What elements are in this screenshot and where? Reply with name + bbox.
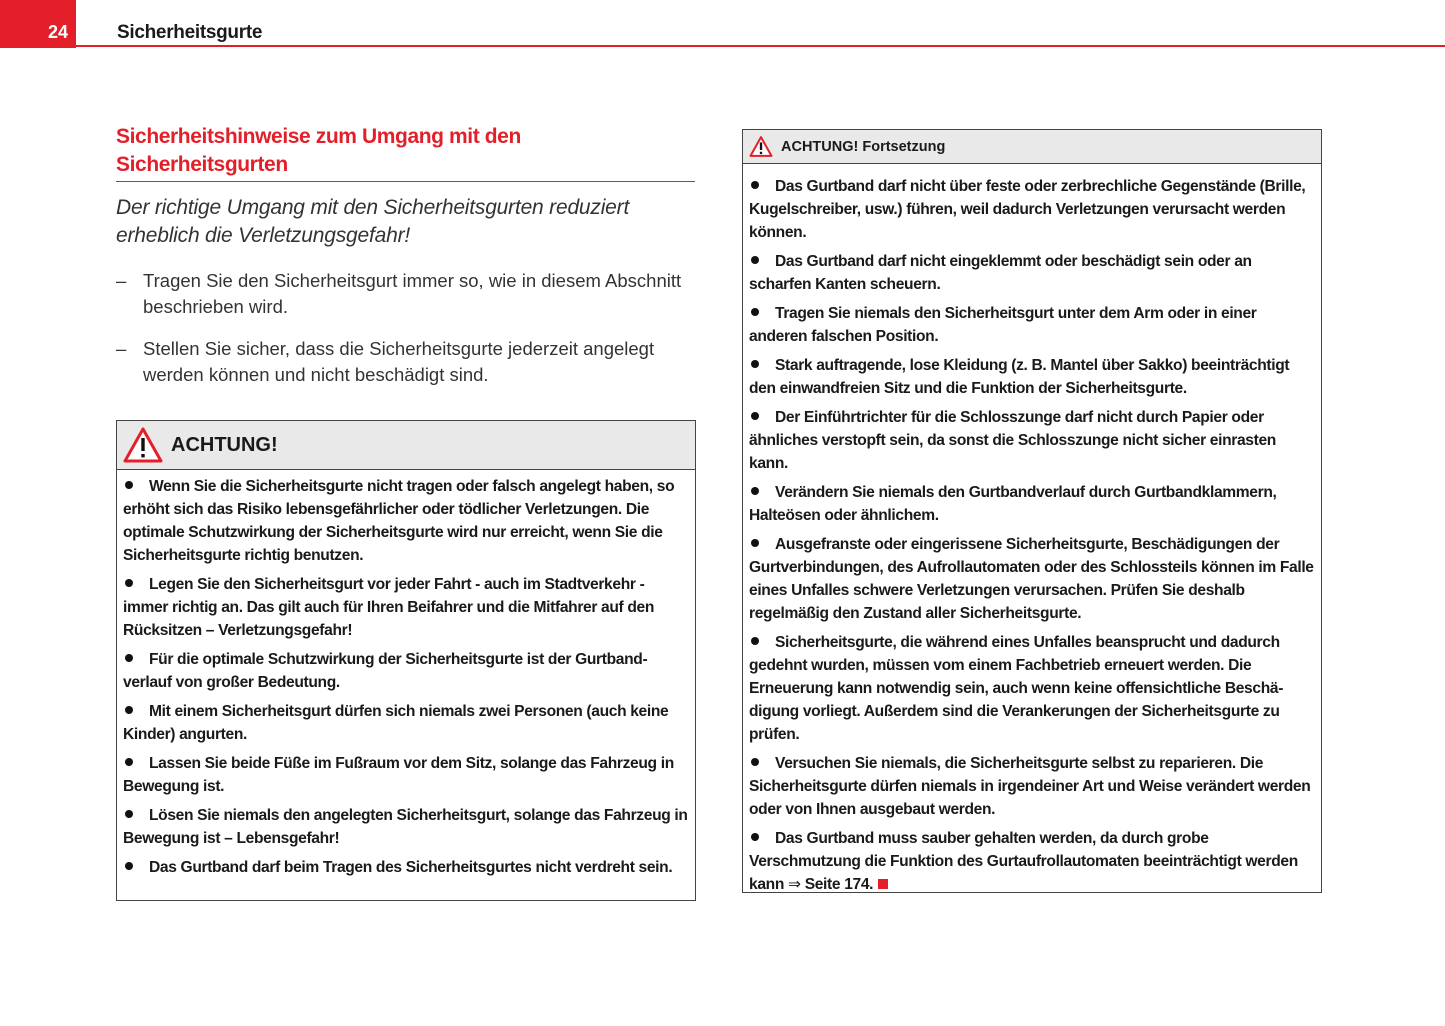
warning-item-text: Das Gurtband darf beim Tragen des Sicherheitsgurtes nicht verdreht sein. bbox=[149, 859, 673, 876]
warning-item bbox=[123, 856, 689, 879]
warning-triangle-icon bbox=[123, 427, 163, 463]
warning-item-text: Ausgefranste oder eingerissene Sicherheitsgurte, Beschädigungen der Gurtverbindungen, des Aufrollautomaten oder des Schlossteils können im Falle eines Unfalles schwere Verletzungen verursachen. Prüfen Sie deshalb regelmäßig den Zustand aller Sicherheitsgurte. bbox=[749, 536, 1314, 622]
section-lead: Der richtige Umgang mit den Sicherheitsgurten reduziert erheblich die Verletzungsgefahr! bbox=[116, 196, 630, 247]
warning-item bbox=[123, 648, 689, 694]
bullet-icon bbox=[123, 700, 149, 723]
bullet-icon bbox=[749, 302, 775, 325]
warning-item-text: Das Gurtband darf nicht über feste oder zerbrechliche Gegenstände (Brille, Kugelschreiber, usw.) führen, weil dadurch Verletzungen verursacht werden können. bbox=[749, 178, 1306, 241]
step-text: Tragen Sie den Sicherheitsgurt immer so, wie in diesem Abschnitt beschrieben wird. bbox=[143, 270, 682, 317]
warning-triangle-icon bbox=[749, 136, 773, 157]
warning-list bbox=[743, 164, 1321, 896]
instruction-list bbox=[116, 268, 706, 404]
instruction-step bbox=[116, 336, 706, 388]
warning-box-continued bbox=[742, 129, 1322, 893]
end-of-section-icon bbox=[878, 879, 888, 889]
warning-item bbox=[749, 533, 1315, 625]
warning-item-text: Legen Sie den Sicherheitsgurt vor jeder Fahrt - auch im Stadtverkehr - immer richtig an. Das gilt auch für Ihren Beifahrer und die Mitfahrer auf den Rücksitzen – Verletzungsgefahr! bbox=[123, 576, 655, 639]
warning-list bbox=[117, 470, 695, 879]
page-number: 24 bbox=[47, 22, 68, 42]
bullet-icon bbox=[749, 354, 775, 377]
bullet-icon bbox=[123, 648, 149, 671]
instruction-step bbox=[116, 268, 706, 320]
warning-title: ACHTUNG! Fortsetzung bbox=[781, 138, 946, 155]
running-title: Sicherheitsgurte bbox=[117, 22, 263, 43]
header-rule bbox=[76, 45, 1445, 47]
bullet-icon bbox=[749, 827, 775, 850]
step-text: Stellen Sie sicher, dass die Sicherheitsgurte jederzeit angelegt werden können und nicht beschädigt sind. bbox=[143, 338, 655, 385]
warning-item-text: Sicherheitsgurte, die während eines Unfalles beansprucht und dadurch gedehnt wurden, müssen vom einem Fachbetrieb erneuert werden. Die Erneuerung kann notwendig sein, auch wenn keine offensichtliche Beschädigung vorliegt. Außerdem sind die Verankerungen der Sicherheitsgurte zu prüfen. bbox=[749, 634, 1284, 743]
warning-header bbox=[743, 130, 1321, 164]
arrow-icon: ⇒ bbox=[787, 876, 801, 893]
warning-item bbox=[749, 354, 1315, 400]
bullet-icon bbox=[749, 406, 775, 429]
warning-item bbox=[749, 481, 1315, 527]
dash-marker: – bbox=[116, 338, 127, 359]
bullet-icon bbox=[749, 533, 775, 556]
section-title: Sicherheitshinweise zum Umgang mit den Sicherheitsgurten bbox=[116, 123, 695, 182]
warning-item-text: Das Gurtband darf nicht eingeklemmt oder beschädigt sein oder an scharfen Kanten scheuern. bbox=[749, 253, 1252, 293]
bullet-icon bbox=[123, 752, 149, 775]
warning-header bbox=[117, 421, 695, 470]
warning-box bbox=[116, 420, 696, 901]
warning-item bbox=[749, 302, 1315, 348]
warning-item bbox=[123, 573, 689, 642]
warning-item bbox=[749, 752, 1315, 821]
bullet-icon bbox=[749, 250, 775, 273]
warning-title: ACHTUNG! bbox=[171, 433, 278, 456]
page-reference-link[interactable]: Seite 174. bbox=[804, 876, 874, 893]
dash-marker: – bbox=[116, 270, 127, 291]
warning-item-text: Mit einem Sicherheitsgurt dürfen sich niemals zwei Personen (auch keine Kinder) angurten. bbox=[123, 703, 669, 743]
warning-item bbox=[123, 752, 689, 798]
warning-item-text: Verändern Sie niemals den Gurtbandverlauf durch Gurtbandklammern, Halteösen oder ähnlichem. bbox=[749, 484, 1277, 524]
bullet-icon bbox=[123, 475, 149, 498]
bullet-icon bbox=[123, 804, 149, 827]
bullet-icon bbox=[749, 752, 775, 775]
warning-item-text: Tragen Sie niemals den Sicherheitsgurt unter dem Arm oder in einer anderen falschen Position. bbox=[749, 305, 1257, 345]
warning-item bbox=[123, 475, 689, 567]
bullet-icon bbox=[749, 631, 775, 654]
bullet-icon bbox=[123, 856, 149, 879]
bullet-icon bbox=[123, 573, 149, 596]
bullet-icon bbox=[749, 175, 775, 198]
warning-item-text: Wenn Sie die Sicherheitsgurte nicht tragen oder falsch angelegt haben, so erhöht sich das Risiko lebensgefährlicher oder tödlicher Verletzungen. Die optimale Schutzwirkung der Sicherheitsgurte wird nur erreicht, wenn Sie die Sicherheitsgurte richtig benutzen. bbox=[123, 478, 675, 564]
warning-item-text: Lassen Sie beide Füße im Fußraum vor dem Sitz, solange das Fahrzeug in Bewegung ist. bbox=[123, 755, 674, 795]
warning-item bbox=[123, 804, 689, 850]
warning-item bbox=[749, 175, 1315, 244]
warning-item-text: Der Einführtrichter für die Schlosszunge darf nicht durch Papier oder ähnliches verstopft sein, da sonst die Schlosszunge nicht sicher einrasten kann. bbox=[749, 409, 1276, 472]
warning-item-text: Das Gurtband muss sauber gehalten werden, da durch grobe Verschmutzung die Funktion des Gurtaufrollautomaten beeinträchtigt werden kann bbox=[749, 830, 1298, 893]
bullet-icon bbox=[749, 481, 775, 504]
warning-item bbox=[749, 631, 1315, 746]
warning-item-text: Lösen Sie niemals den angelegten Sicherheitsgurt, solange das Fahrzeug in Bewegung ist – Lebensgefahr! bbox=[123, 807, 688, 847]
warning-item bbox=[749, 827, 1315, 896]
warning-item-text: Für die optimale Schutzwirkung der Sicherheitsgurte ist der Gurtbandverlauf von großer Bedeutung. bbox=[123, 651, 648, 691]
warning-item-text: Versuchen Sie niemals, die Sicherheitsgurte selbst zu reparieren. Die Sicherheitsgurte dürfen niemals in irgendeiner Art und Weise verändert werden oder von Ihnen ausgebaut werden. bbox=[749, 755, 1311, 818]
warning-item-text: Stark auftragende, lose Kleidung (z. B. Mantel über Sakko) beeinträchtigt den einwandfreien Sitz und die Funktion der Sicherheitsgurte. bbox=[749, 357, 1290, 397]
warning-item bbox=[123, 700, 689, 746]
warning-item bbox=[749, 250, 1315, 296]
warning-item bbox=[749, 406, 1315, 475]
